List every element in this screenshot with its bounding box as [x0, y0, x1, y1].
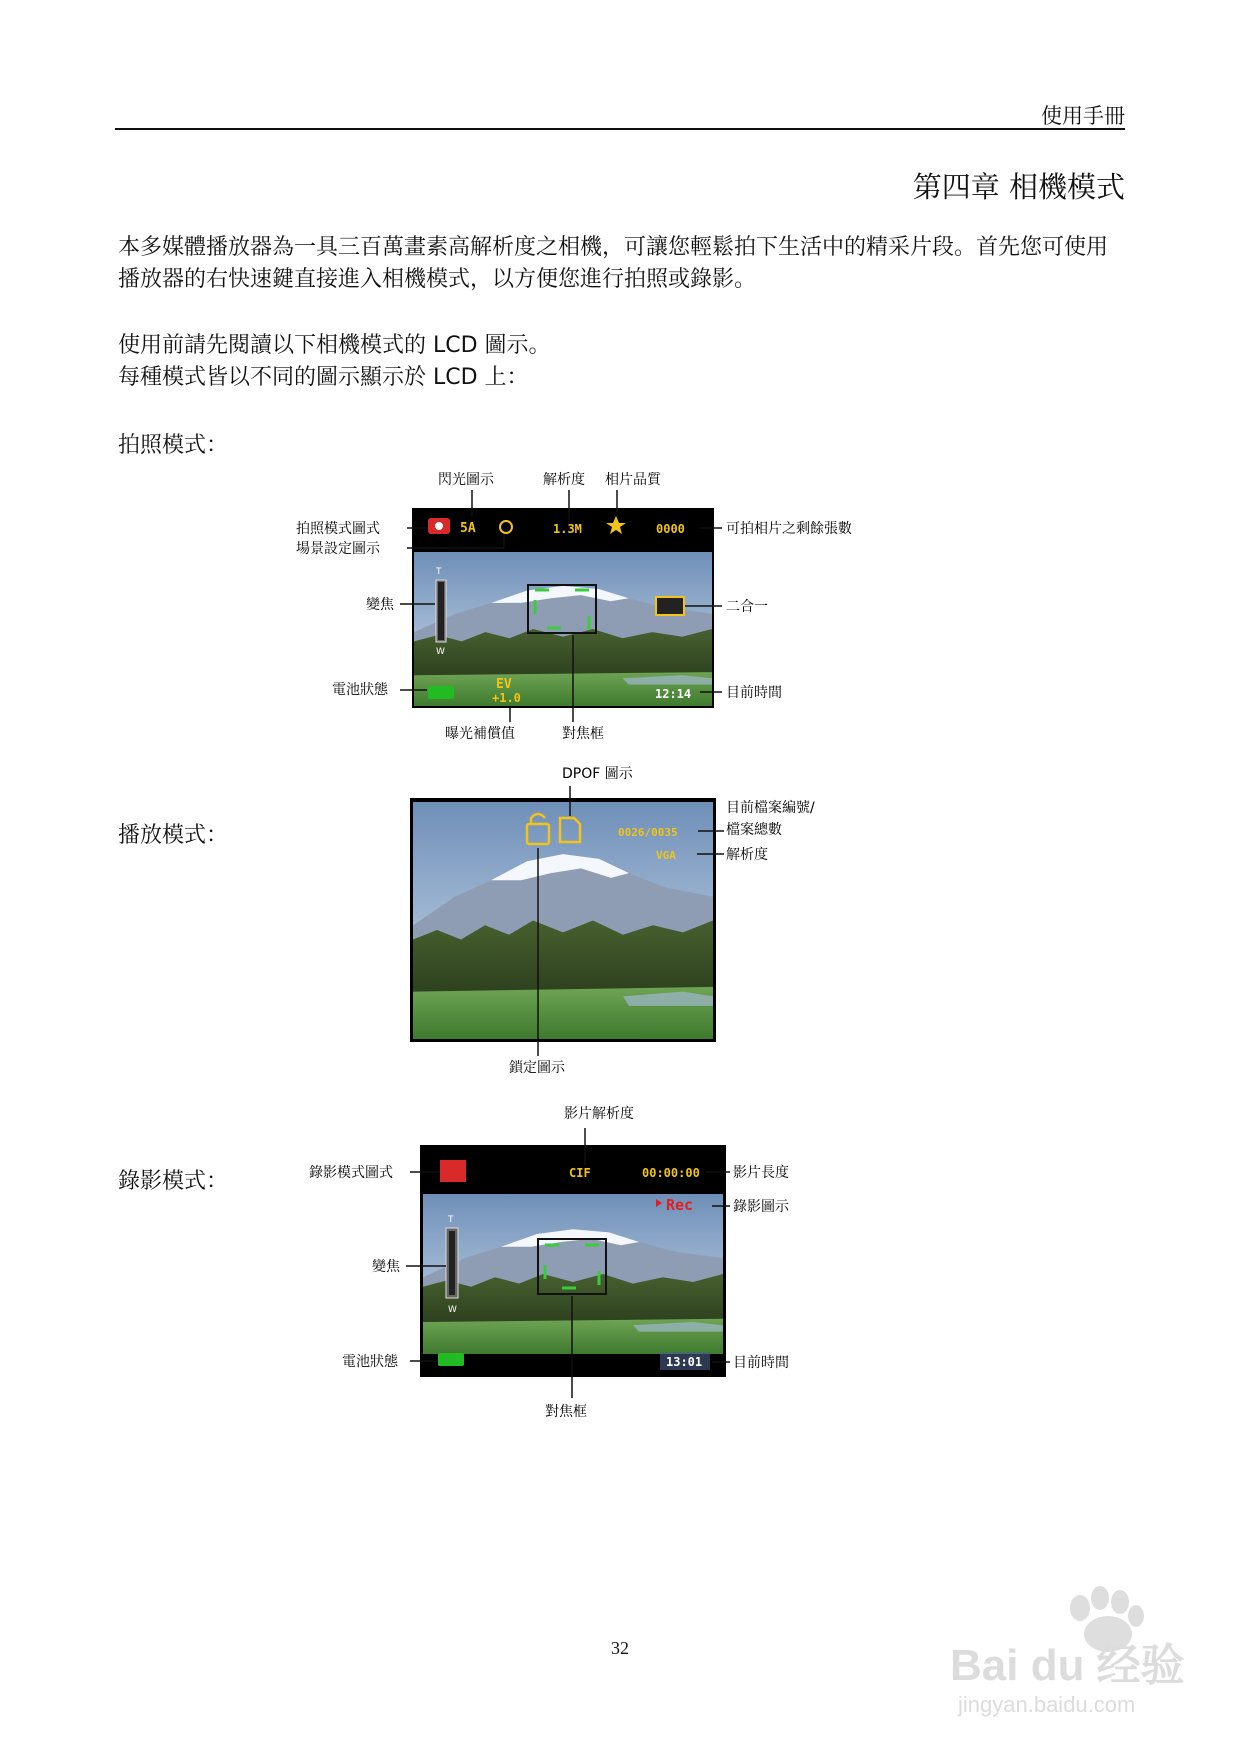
label-video-time: 目前時間	[733, 1355, 789, 1371]
label-video-focus: 對焦框	[545, 1404, 587, 1420]
playback-mode-heading: 播放模式：	[118, 823, 229, 848]
zoom-t-label: T	[436, 567, 442, 577]
photo-mode-diagram	[296, 471, 852, 742]
label-time: 目前時間	[726, 685, 782, 701]
photo-resolution-value: 1.3M	[553, 522, 582, 536]
watermark-brand: Bai du 经验	[950, 1641, 1185, 1690]
photo-mode-heading: 拍照模式：	[118, 433, 229, 458]
label-zoom: 變焦	[366, 597, 394, 613]
battery-icon	[428, 686, 454, 699]
label-file-number: 目前檔案編號/	[726, 800, 815, 816]
watermark-url: jingyan.baidu.com	[958, 1692, 1136, 1717]
label-video-mode-icon: 錄影模式圖式	[309, 1165, 393, 1181]
zoom-w-label: W	[436, 647, 445, 657]
label-quality: 相片品質	[605, 472, 661, 488]
label-dpof: DPOF 圖示	[562, 766, 633, 782]
label-flash: 閃光圖示	[438, 472, 494, 488]
video-mode-heading: 錄影模式：	[118, 1169, 229, 1194]
ev-label: EV	[496, 677, 512, 692]
paw-logo-icon	[950, 1580, 1200, 1720]
label-video-resolution: 影片解析度	[564, 1106, 634, 1122]
label-video-length: 影片長度	[733, 1165, 789, 1181]
photo-time-value: 12:14	[655, 687, 692, 701]
label-playback-resolution: 解析度	[726, 847, 768, 863]
file-number-value: 0026/0035	[618, 826, 678, 839]
label-ev: 曝光補償值	[445, 726, 515, 742]
label-focus: 對焦框	[562, 726, 604, 742]
rec-value: Rec	[666, 1196, 694, 1214]
baidu-watermark	[950, 1580, 1200, 1720]
video-length-value: 00:00:00	[642, 1166, 700, 1180]
video-mode-diagram	[309, 1105, 790, 1420]
label-file-number-2: 檔案總數	[726, 822, 782, 838]
video-resolution-value: CIF	[569, 1166, 591, 1180]
playback-mode-diagram	[410, 766, 815, 1076]
intro-line-2: 每種模式皆以不同的圖示顯示於 LCD 上：	[118, 365, 529, 390]
label-battery: 電池狀態	[332, 682, 388, 698]
label-lock: 鎖定圖示	[509, 1060, 565, 1076]
remaining-count-value: 0000	[656, 522, 685, 536]
label-video-battery: 電池狀態	[342, 1354, 398, 1370]
ev-value: +1.0	[492, 691, 521, 705]
video-time-value: 13:01	[666, 1355, 703, 1369]
page-number: 32	[611, 1638, 629, 1658]
video-zoom-t-label: T	[448, 1215, 454, 1225]
intro-paragraph: 本多媒體播放器為一具三百萬畫素高解析度之相機，可讓您輕鬆拍下生活中的精采片段。首先您可使用播放器的右快速鍵直接進入相機模式，以方便您進行拍照或錄影。	[118, 235, 1109, 292]
chapter-title: 第四章 相機模式	[912, 170, 1125, 204]
intro-line-1: 使用前請先閱讀以下相機模式的 LCD 圖示。	[118, 333, 551, 358]
video-zoom-w-label: W	[448, 1305, 457, 1315]
label-recording: 錄影圖示	[733, 1199, 789, 1215]
label-video-zoom: 變焦	[372, 1259, 400, 1275]
label-mode-icon: 拍照模式圖式	[296, 521, 380, 537]
label-remaining: 可拍相片之剩餘張數	[726, 521, 852, 537]
playback-resolution-value: VGA	[656, 849, 676, 862]
video-mode-icon	[440, 1160, 466, 1182]
video-battery-icon	[438, 1353, 464, 1366]
flash-value: 5A	[460, 521, 476, 536]
label-scene-icon: 場景設定圖示	[296, 541, 380, 557]
running-title: 使用手冊	[1041, 104, 1125, 128]
two-in-one-icon	[656, 597, 684, 615]
label-two-in-one: 二合一	[726, 599, 768, 615]
label-resolution: 解析度	[543, 472, 585, 488]
